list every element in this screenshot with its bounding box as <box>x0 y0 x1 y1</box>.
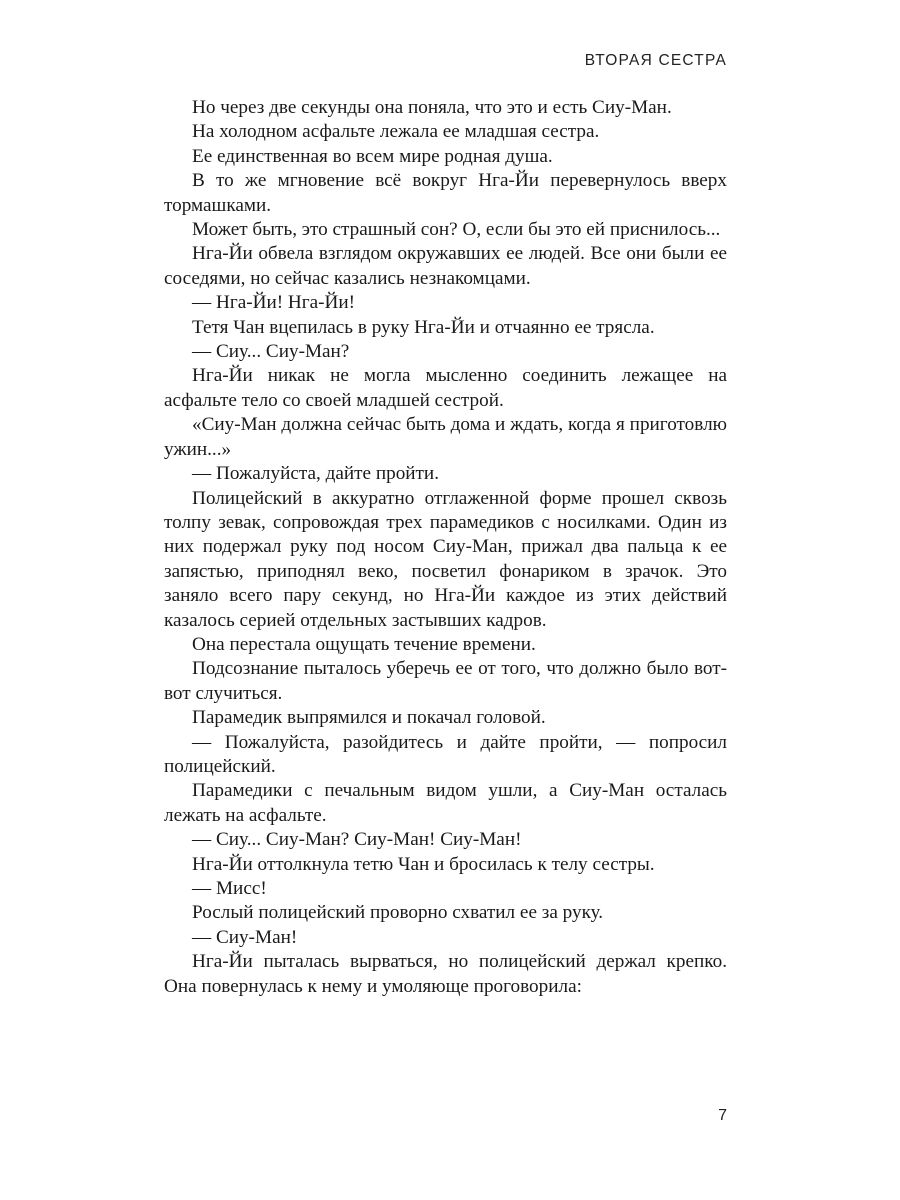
dialogue-line: — Сиу-Ман! <box>192 926 298 948</box>
dialogue-line: — Пожалуйста, дайте пройти. <box>192 463 440 485</box>
quoted-thought: «Сиу-Ман должна сейчас быть дома и ждать, когда я приготовлю ужин...» <box>164 414 727 460</box>
paragraph: Нга-Йи обвела взглядом окружавших ее людей. Все они были ее соседями, но сейчас казались незнакомцами. <box>164 243 727 289</box>
paragraph: Она перестала ощущать течение времени. <box>192 633 536 655</box>
paragraph: Рослый полицейский проворно схватил ее за руку. <box>192 902 604 924</box>
dialogue-line: — Нга-Йи! Нга-Йи! <box>192 292 356 314</box>
dialogue-line: — Сиу... Сиу-Ман? <box>192 341 350 363</box>
dialogue-line: — Пожалуйста, разойдитесь и дайте пройти, — попросил полицейский. <box>164 731 727 777</box>
paragraph: На холодном асфальте лежала ее младшая сестра. <box>192 121 600 143</box>
paragraph: Парамедик выпрямился и покачал головой. <box>192 707 546 729</box>
body-text <box>164 96 727 999</box>
dialogue-line: — Мисс! <box>192 878 267 899</box>
paragraph: Но через две секунды она поняла, что это и есть Сиу-Ман. <box>192 97 672 118</box>
dialogue-line: — Сиу... Сиу-Ман? Сиу-Ман! Сиу-Ман! <box>192 829 522 851</box>
paragraph: В то же мгновение всё вокруг Нга-Йи перевернулось вверх тормашками. <box>164 170 727 216</box>
running-head: ВТОРАЯ СЕСТРА <box>584 52 727 69</box>
paragraph: Подсознание пыталось уберечь ее от того, что должно было вот-вот случиться. <box>164 658 727 704</box>
paragraph: Парамедики с печальным видом ушли, а Сиу-Ман осталась лежать на асфальте. <box>164 780 727 826</box>
paragraph: Ее единственная во всем мире родная душа. <box>192 145 553 167</box>
paragraph: Может быть, это страшный сон? О, если бы это ей приснилось... <box>192 219 721 241</box>
paragraph: Тетя Чан вцепилась в руку Нга-Йи и отчаянно ее трясла. <box>192 316 655 338</box>
paragraph: Нга-Йи пыталась вырваться, но полицейский держал крепко. Она повернулась к нему и умоляюще проговорила: <box>164 951 727 997</box>
paragraph: Нга-Йи никак не могла мысленно соединить лежащее на асфальте тело со своей младшей сестрой. <box>164 365 727 411</box>
paragraph: Нга-Йи оттолкнула тетю Чан и бросилась к телу сестры. <box>192 853 655 875</box>
page-number: 7 <box>718 1107 727 1124</box>
paragraph: Полицейский в аккуратно отглаженной форме прошел сквозь толпу зевак, сопровождая трех парамедиков с носилками. Один из них подержал руку под носом Сиу-Ман, прижал два пальца к ее запястью, приподнял веко, посветил фонариком в зрачок. Это заняло всего пару секунд, но Нга-Йи каждое из этих действий казалось серией отдельных застывших кадров. <box>164 487 727 631</box>
